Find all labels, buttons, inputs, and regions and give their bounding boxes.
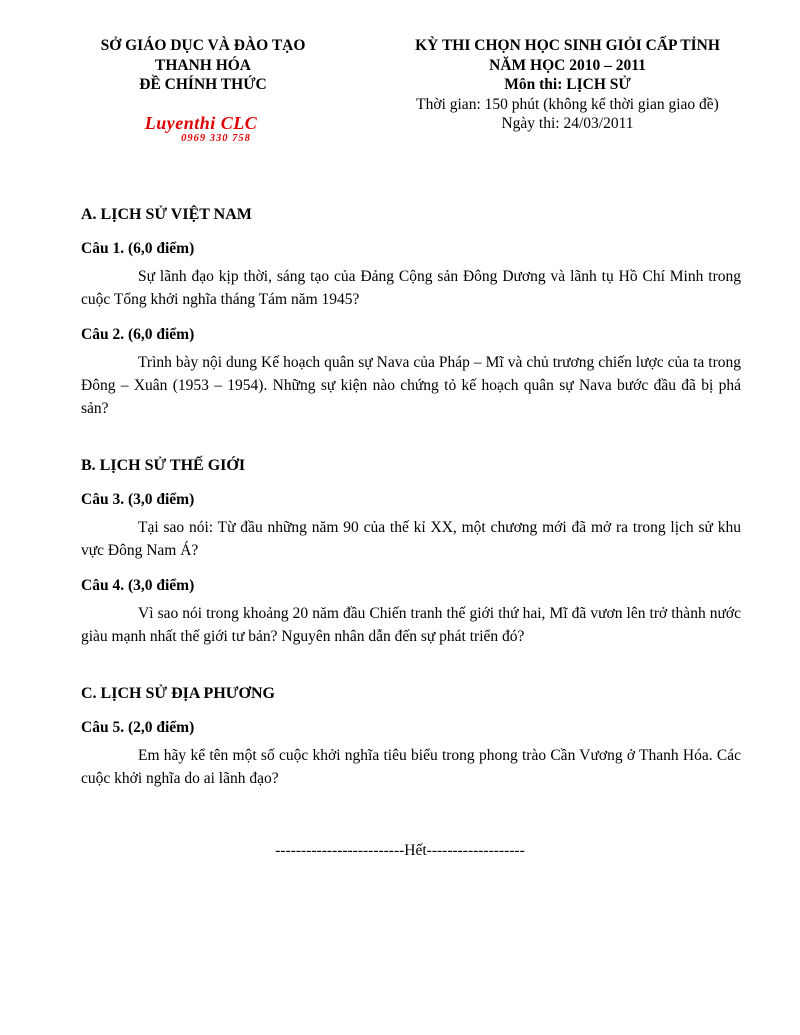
exam-info-block (360, 36, 775, 134)
issuer-block (58, 36, 348, 95)
exam-duration: Thời gian: 150 phút (không kể thời gian giao đề) (416, 95, 719, 113)
section-a (81, 205, 741, 420)
question-label: Câu 2. (6,0 điểm) (81, 326, 195, 343)
question-text: Em hãy kể tên một số cuộc khởi nghĩa tiêu biểu trong phong trào Cần Vương ở Thanh Hóa. Các cuộc khởi nghĩa do ai lãnh đạo? (81, 747, 741, 787)
department-name: SỞ GIÁO DỤC VÀ ĐÀO TẠO (100, 37, 306, 54)
question-label: Câu 5. (2,0 điểm) (81, 719, 195, 736)
end-marker: -------------------------Hết------------------- (275, 842, 525, 859)
question-text: Vì sao nói trong khoảng 20 năm đầu Chiến tranh thế giới thứ hai, Mĩ đã vươn lên trở thành nước giàu mạnh nhất thế giới tư bản? Nguyên nhân dẫn đến sự phát triển đó? (81, 605, 741, 645)
exam-content (81, 205, 741, 790)
exam-date: Ngày thi: 24/03/2011 (501, 115, 634, 132)
school-year: NĂM HỌC 2010 – 2011 (489, 56, 646, 74)
watermark-brand: Luyenthi CLC (144, 113, 258, 133)
question-text: Tại sao nói: Từ đầu những năm 90 của thế kỉ XX, một chương mới đã mở ra trong lịch sử khu vực Đông Nam Á? (81, 519, 741, 559)
question-text: Sự lãnh đạo kịp thời, sáng tạo của Đảng Cộng sản Đông Dương và lãnh tụ Hồ Chí Minh trong cuộc Tổng khởi nghĩa tháng Tám năm 1945? (81, 268, 741, 308)
official-label: ĐỀ CHÍNH THỨC (139, 76, 267, 93)
section-title: B. LỊCH SỬ THẾ GIỚI (81, 457, 246, 474)
section-title: C. LỊCH SỬ ĐỊA PHƯƠNG (81, 685, 275, 702)
question-label: Câu 1. (6,0 điểm) (81, 240, 195, 257)
question-text: Trình bày nội dung Kế hoạch quân sự Nava của Pháp – Mĩ và chủ trương chiến lược của ta trong Đông – Xuân (1953 – 1954). Những sự kiện nào chứng tỏ kế hoạch quân sự Nava bước đầu đã bị phá sản? (81, 354, 741, 417)
exam-subject: Môn thi: LỊCH SỬ (504, 76, 631, 93)
section-b (81, 456, 741, 648)
province-name: THANH HÓA (154, 56, 252, 74)
section-title: A. LỊCH SỬ VIỆT NAM (81, 206, 252, 223)
question-label: Câu 3. (3,0 điểm) (81, 491, 195, 508)
watermark-phone: 0969 330 758 (181, 133, 251, 144)
watermark-logo (126, 113, 276, 145)
section-c (81, 684, 741, 790)
question-label: Câu 4. (3,0 điểm) (81, 577, 195, 594)
exam-title: KỲ THI CHỌN HỌC SINH GIỎI CẤP TỈNH (415, 37, 720, 54)
